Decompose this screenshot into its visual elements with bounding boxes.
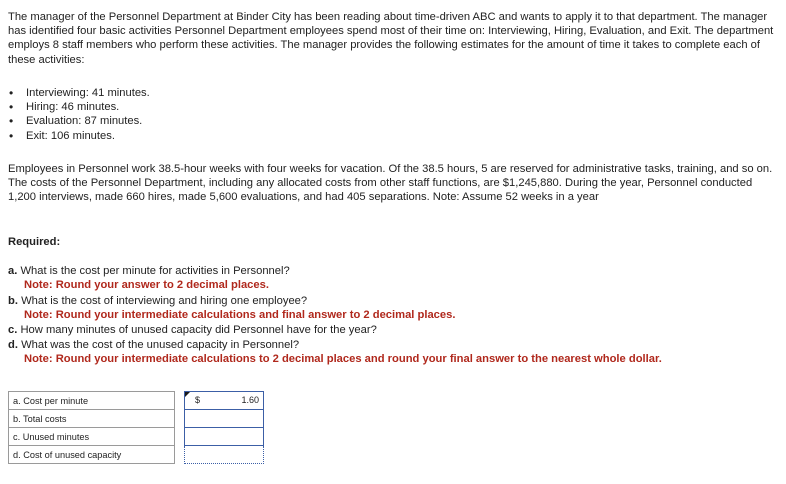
question-b-note: Note: Round your intermediate calculations and final answer to 2 decimal places.	[24, 309, 456, 321]
question-letter: b.	[8, 295, 18, 307]
list-item: • Hiring: 46 minutes.	[8, 100, 150, 114]
row-label: b. Total costs	[9, 410, 175, 428]
question-letter: c.	[8, 324, 18, 336]
currency-symbol: $	[195, 395, 201, 405]
table-row	[9, 428, 264, 446]
answer-table	[8, 391, 264, 464]
list-item: • Evaluation: 87 minutes.	[8, 114, 150, 128]
required-heading: Required:	[8, 236, 61, 248]
question-text: What is the cost of interviewing and hiring one employee?	[21, 295, 308, 307]
list-item: • Exit: 106 minutes.	[8, 129, 150, 143]
question-b	[8, 294, 307, 308]
question-text: How many minutes of unused capacity did Personnel have for the year?	[20, 324, 377, 336]
row-label: d. Cost of unused capacity	[9, 446, 175, 464]
unused-capacity-cost-input[interactable]	[185, 446, 264, 464]
question-d-note: Note: Round your intermediate calculations to 2 decimal places and round your final answer to the nearest whole dollar.	[24, 353, 662, 365]
problem-context: Employees in Personnel work 38.5-hour weeks with four weeks for vacation. Of the 38.5 hours, 5 are reserved for administrative tasks, training, and so on. The costs of the Personnel Department, including any allocated costs from other staff functions, are $1,245,880. During the year, Personnel conducted 1,200 interviews, made 660 hires, made 5,600 evaluations, and had 405 separations. Note: Assume 52 weeks in a year	[8, 163, 773, 204]
table-row	[9, 392, 264, 410]
question-d	[8, 338, 299, 352]
unused-minutes-input[interactable]	[185, 428, 264, 446]
question-c	[8, 323, 377, 337]
cost-per-minute-input[interactable]	[185, 392, 264, 410]
problem-intro: The manager of the Personnel Department at Binder City has been reading about time-driven ABC and wants to apply it to that department. The manager has identified four basic activities Personnel Department employees spend most of their time on: Interviewing, Hiring, Evaluation, and Exit. The department employs 8 staff members who perform these activities. The manager provides the following estimates for the amount of time it takes to complete each of these activities:	[8, 11, 774, 66]
row-label: c. Unused minutes	[9, 428, 175, 446]
answer-value: 1.60	[241, 395, 259, 405]
answer-marker-icon	[185, 392, 190, 397]
list-item: • Interviewing: 41 minutes.	[8, 86, 150, 100]
total-costs-input[interactable]	[185, 410, 264, 428]
row-label: a. Cost per minute	[9, 392, 175, 410]
question-letter: d.	[8, 339, 18, 351]
question-letter: a.	[8, 265, 18, 277]
question-text: What is the cost per minute for activities in Personnel?	[20, 265, 290, 277]
question-a	[8, 264, 290, 278]
activity-time-list	[8, 86, 150, 143]
question-a-note: Note: Round your answer to 2 decimal places.	[24, 279, 269, 291]
question-text: What was the cost of the unused capacity in Personnel?	[21, 339, 300, 351]
table-row	[9, 410, 264, 428]
table-row	[9, 446, 264, 464]
